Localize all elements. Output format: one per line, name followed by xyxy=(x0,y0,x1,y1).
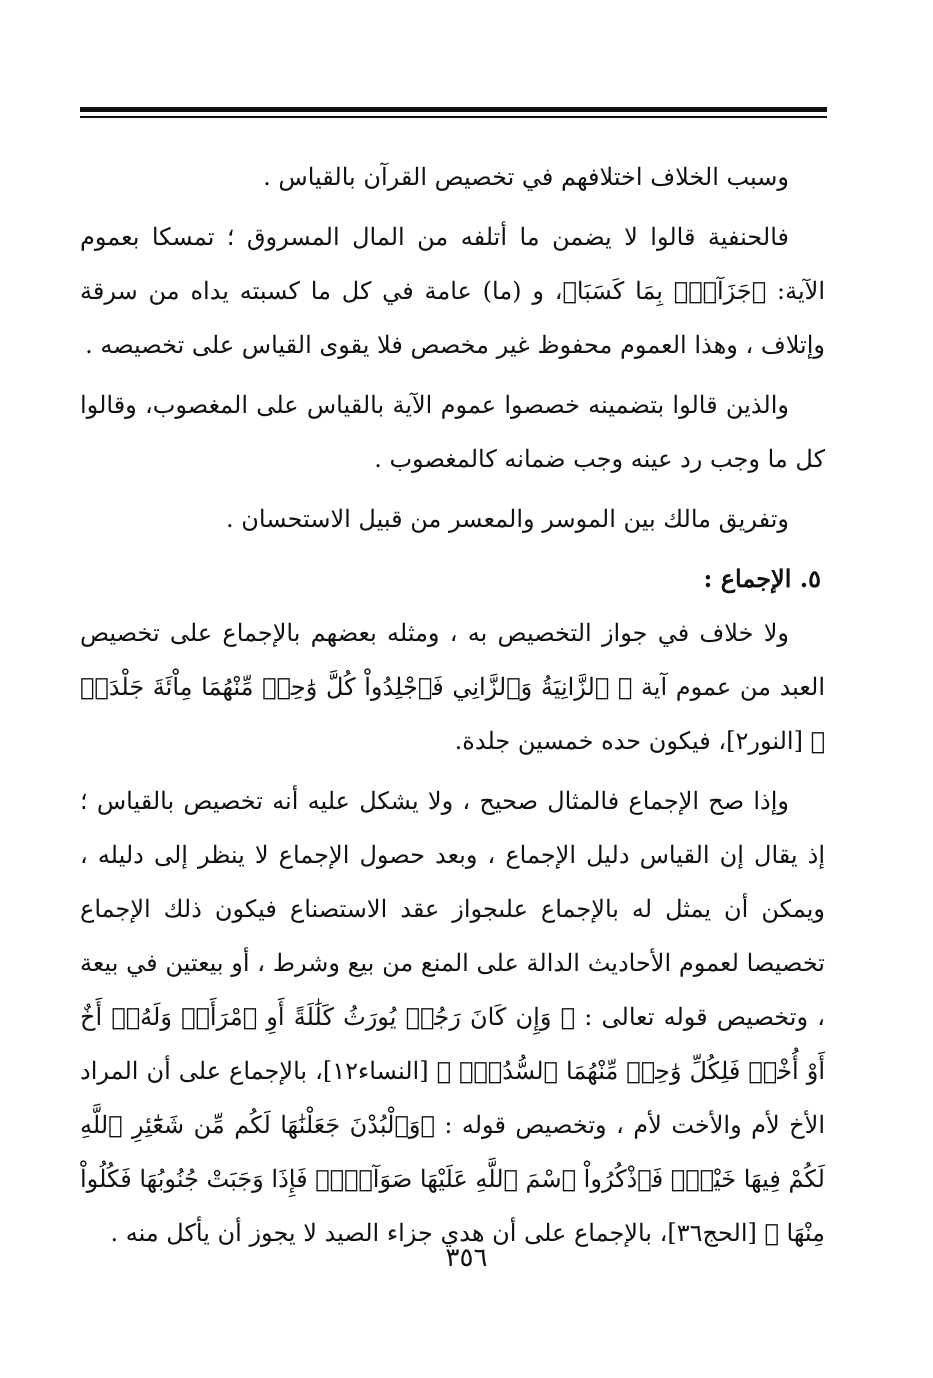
quran-verse-1: ﴿جَزَآءَۢ بِمَا كَسَبَا﴾ xyxy=(562,277,767,305)
quran-verse-4: ﴿وَٱلْبُدْنَ جَعَلْنَٰهَا لَكُم مِّن شَعَٰٓئِرِ ٱللَّهِ لَكُمْ فِيهَا خَيْرٞۖ فَٱذْكُرُواْ ٱسْمَ ٱللَّهِ عَلَيْهَا صَوَآفَّۖ فَإِذَا وَجَبَتْ جُنُوبُهَا فَكُلُواْ مِنْهَا ﴾ xyxy=(80,1111,825,1247)
paragraph-5-text-a: ولا خلاف في جواز التخصيص به ، ومثله بعضهم بالإجماع على تخصيص العبد من عموم آية xyxy=(80,619,825,701)
paragraph-6 xyxy=(80,774,825,1260)
quran-verse-3: ﴿ وَإِن كَانَ رَجُلٞ يُورَثُ كَلَٰلَةً أَوِ ٱمْرَأَةٞ وَلَهُۥٓ أَخٌ أَوْ أُخْتٞ فَلِكُلِّ وَٰحِدٖ مِّنْهُمَا ٱلسُّدُسُۚ ﴾ xyxy=(80,1003,825,1085)
body-text xyxy=(80,150,825,1260)
paragraph-4 xyxy=(80,492,825,546)
paragraph-3-text: والذين قالوا بتضمينه خصصوا عموم الآية بالقياس على المغصوب، وقالوا كل ما وجب رد عينه وجب ضمانه كالمغصوب . xyxy=(80,391,825,473)
paragraph-2 xyxy=(80,210,825,372)
paragraph-6-text-c: [الحج٣٦]، بالإجماع على أن هدي جزاء الصيد لا يجوز أن يأكل منه . xyxy=(110,1219,757,1247)
paragraph-1-text: وسبب الخلاف اختلافهم في تخصيص القرآن بالقياس . xyxy=(263,163,789,191)
section-heading-ijma: ٥. الإجماع : xyxy=(703,564,821,593)
paragraph-1 xyxy=(80,150,825,204)
paragraph-5-text-b: [النور٢]، فيكون حده خمسين جلدة. xyxy=(454,727,803,755)
header-rule-thick xyxy=(80,107,827,112)
paragraph-5 xyxy=(80,606,825,768)
header-rule-thin xyxy=(80,116,827,118)
paragraph-3 xyxy=(80,378,825,486)
paragraph-6-text-a: وإذا صح الإجماع فالمثال صحيح ، ولا يشكل عليه أنه تخصيص بالقياس ؛ إذ يقال إن القياس دليل الإجماع ، وبعد حصول الإجماع لا ينظر إلى دليله ، ويمكن أن يمثل له بالإجماع علىجواز عقد الاستصناع فيكون ذلك الإجماع تخصيصا لعموم الأحاديث الدالة على المنع من بيع وشرط ، أو بيعتين في بيعة ، وتخصيص قوله تعالى : xyxy=(80,787,825,1031)
paragraph-2-text-b: ، و (ما) عامة في كل ما كسبته يداه من سرقة وإتلاف ، وهذا العموم محفوظ غير مخصص فلا يقوى القياس على تخصيصه . xyxy=(80,277,825,359)
paragraph-6-text-b: [النساء١٢]، بالإجماع على أن المراد الأخ لأم والأخت لأم ، وتخصيص قوله : xyxy=(80,1057,825,1139)
page-number: ٣٥٦ xyxy=(445,1243,488,1273)
quran-verse-2: ﴿ ٱلزَّانِيَةُ وَٱلزَّانِي فَٱجْلِدُواْ كُلَّ وَٰحِدٖ مِّنْهُمَا مِاْئَةَ جَلْدَةٖ ﴾ xyxy=(80,673,825,755)
paragraph-2-text-a: فالحنفية قالوا لا يضمن ما أتلفه من المال المسروق ؛ تمسكا بعموم الآية: xyxy=(80,223,825,305)
paragraph-4-text: وتفريق مالك بين الموسر والمعسر من قبيل الاستحسان . xyxy=(226,505,789,533)
